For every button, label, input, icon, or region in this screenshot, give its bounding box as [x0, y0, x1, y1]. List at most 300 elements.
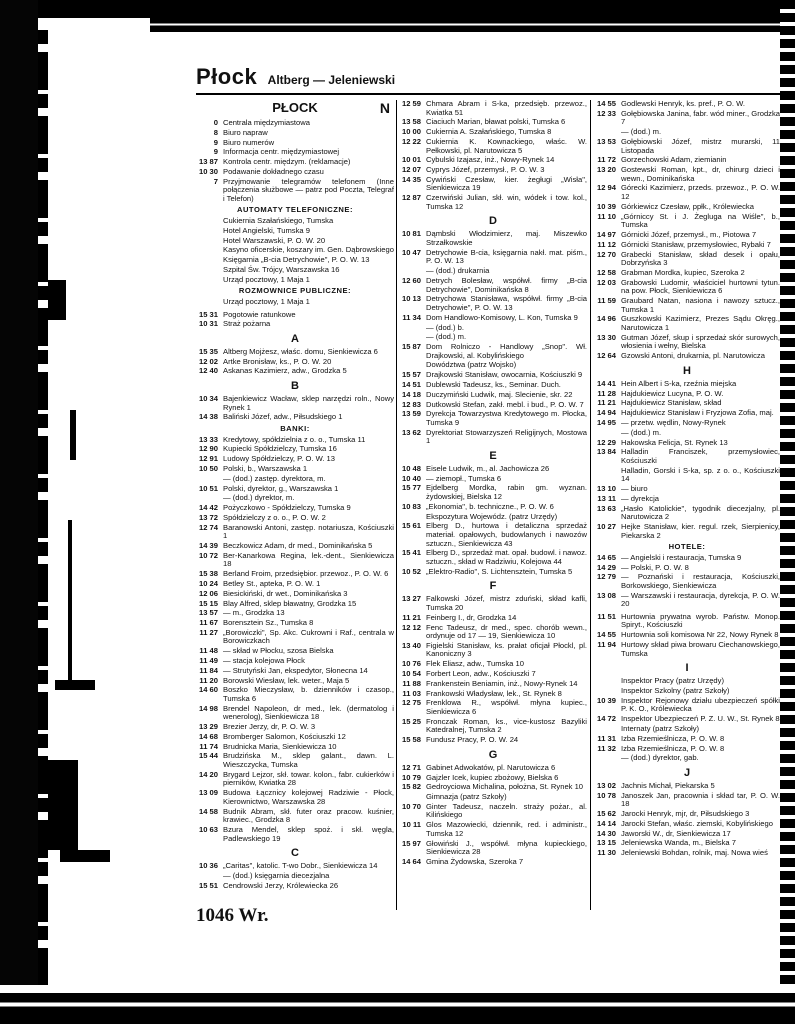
- entry-text: — (dod.) b.: [426, 322, 464, 332]
- entries-h-continued: [594, 613, 780, 658]
- phone-number: 15 58: [401, 735, 421, 745]
- directory-entry: [594, 110, 780, 127]
- directory-line: Hotel Angielski, Tumska 9: [223, 225, 310, 235]
- directory-entry: [196, 542, 394, 551]
- entry-text: Grabecki Stanisław, skład desek i opału, Dobrzyńska 3: [621, 249, 780, 268]
- phone-number: 11 28: [597, 388, 616, 398]
- directory-entry: [594, 573, 780, 590]
- phone-number: 14 96: [596, 314, 616, 324]
- entry-text: Bajenkiewicz Wacław, sklep narzędzi roln., Nowy Rynek 1: [223, 394, 394, 412]
- directory-entry: [399, 513, 587, 522]
- directory-entry: [196, 413, 394, 422]
- directory-entry: [594, 505, 780, 522]
- phone-number: 13 29: [198, 722, 218, 732]
- phone-number: 15 57: [401, 370, 421, 380]
- entry-text: Glos Mazowiecki, dziennik, red. i administr., Tumska 12: [426, 820, 587, 838]
- directory-entry: [399, 840, 587, 857]
- phone-number: 12 71: [401, 762, 421, 772]
- phone-number: 0: [213, 118, 218, 127]
- entry-text: Ekspozytura Wojewódz. (patrz Urzędy): [426, 511, 558, 521]
- entry-text: Hajdukiewicz Lucyna, P. O. W.: [621, 388, 724, 398]
- entries-j: [594, 782, 780, 858]
- entry-text: Cukiernia K. Kownackiego, właśc. W. Pełkowski, pl. Narutowicza 5: [426, 136, 587, 155]
- phone-number: 15 25: [401, 716, 421, 726]
- directory-entry: [594, 334, 780, 351]
- header-rule: [196, 93, 781, 95]
- phone-number: 12 60: [401, 275, 421, 285]
- directory-entry: [594, 849, 780, 858]
- directory-entry: [196, 148, 394, 157]
- directory-entry: [399, 624, 587, 641]
- phone-number: 10 81: [401, 229, 421, 239]
- entry-text: Gajzler Icek, kupiec zbożowy, Bielska 6: [426, 772, 559, 782]
- directory-entry: [594, 564, 780, 573]
- phone-number: 14 97: [596, 230, 616, 239]
- entry-text: Janoszek Jan, pracownia i skład tar, P. O. W. 18: [621, 790, 780, 809]
- entry-text: — (dod.) drukarnia: [426, 266, 490, 276]
- directory-entry: [196, 686, 394, 703]
- phone-number: 14 58: [198, 806, 218, 816]
- phone-number: 9: [213, 147, 218, 157]
- phone-number: 15 35: [198, 346, 218, 356]
- entries-a: [196, 348, 394, 376]
- entry-text: Berland Froim, przedsiębior. przewoz., P. O. W. 6: [223, 569, 389, 579]
- phone-number: 14 14: [596, 818, 616, 828]
- entry-text: Pogotowie ratunkowe: [223, 309, 296, 319]
- entry-text: Chmara Abram i S-ka, przedsięb. przewoz., Kwiatka 51: [426, 99, 587, 117]
- header-city: Płock: [196, 64, 258, 89]
- directory-entry: [196, 494, 394, 503]
- phone-number: 10 01: [401, 155, 421, 165]
- directory-entry: [399, 465, 587, 474]
- phone-number: 10 78: [596, 790, 616, 800]
- directory-entry: [594, 315, 780, 332]
- directory-entry: [399, 568, 587, 577]
- phone-number: 12 90: [198, 444, 218, 454]
- phone-number: 10 36: [198, 861, 218, 871]
- entry-text: Frankenstein Beniamin, inż., Nowy-Rynek 14: [426, 678, 578, 688]
- entry-text: Guszkowski Kazimierz, Prezes Sądu Okręg., Narutowicza 1: [621, 314, 780, 333]
- phone-number: 10 52: [401, 566, 421, 576]
- directory-entry: [594, 439, 780, 448]
- directory-entry: [399, 595, 587, 612]
- entry-text: Detrych Bolesław, współwł. firmy „B-cia Detrychowie", Dominikańska 8: [426, 275, 587, 294]
- entries-c: [196, 862, 394, 890]
- phone-number: 12 91: [198, 454, 218, 464]
- directory-entry: [594, 792, 780, 809]
- scan-edge-right: [780, 0, 795, 1024]
- phone-number: 15 41: [401, 548, 421, 558]
- entry-text: Centrala międzymiastowa: [223, 118, 310, 127]
- public-phone-list: [196, 298, 394, 307]
- entry-text: Informacja centr. międzymiastowej: [223, 147, 340, 157]
- phone-number: 15 15: [198, 598, 218, 608]
- section-letter: N: [379, 100, 390, 116]
- phone-number: 13 02: [596, 780, 616, 790]
- directory-entry: [399, 295, 587, 312]
- directory-entry: [196, 524, 394, 541]
- entry-text: — dyrekcja: [621, 493, 659, 503]
- phone-number: 13 72: [198, 512, 218, 522]
- directory-entry: [594, 390, 780, 399]
- directory-entry: [399, 718, 587, 735]
- directory-entry: [399, 166, 587, 175]
- service-list: [196, 119, 394, 203]
- phone-number: 13 58: [401, 117, 421, 127]
- directory-entry: [594, 100, 780, 109]
- phone-number: 11 31: [597, 733, 616, 743]
- entry-text: — (dod.) m.: [621, 127, 662, 137]
- directory-entry: [399, 343, 587, 360]
- directory-entry: [196, 743, 394, 752]
- phone-number: 11 30: [597, 848, 616, 858]
- phone-number: 14 30: [596, 828, 616, 838]
- entry-text: — (dod.) dyrektor, m.: [223, 493, 295, 503]
- directory-line: Księgarnia „B-cia Detrychowie", P. O. W. 13: [223, 255, 370, 265]
- entries-g-continued: [594, 100, 780, 361]
- entry-text: — ziemopł., Tumska 6: [426, 473, 502, 483]
- subsection-title: AUTOMATY TELEFONICZNE:: [236, 205, 354, 215]
- directory-entry: [594, 715, 780, 724]
- directory-entry: [399, 371, 587, 380]
- phone-number: [594, 687, 621, 696]
- directory-entry: [594, 409, 780, 418]
- phone-number: 14 20: [198, 769, 218, 779]
- directory-entry: [594, 735, 780, 744]
- entry-text: Jachnis Michał, Piekarska 5: [621, 780, 715, 790]
- directory-entry: [594, 839, 780, 848]
- entries-f: [399, 595, 587, 744]
- directory-entry: [196, 367, 394, 376]
- entry-text: Kredytowy, spółdzielnia z o. o., Tumska 11: [223, 434, 366, 444]
- phone-number: 15 51: [198, 880, 218, 890]
- phone-number: 15 38: [198, 569, 218, 579]
- entry-text: Cywiński Czesław, kier. żegługi „Wisła", Sienkiewicza 19: [426, 174, 587, 193]
- entry-text: „Caritas", katolic. T-wo Dobr., Sienkiewicza 14: [223, 861, 378, 871]
- entry-text: Fronczak Roman, ks., vice-kustosz Bazyliki Katedralnej, Tumska 2: [426, 716, 587, 735]
- entry-text: — skład w Płocku, szosa Bielska: [223, 646, 334, 656]
- entry-text: Górecki Kazimierz, przeds. przewoz., P. O. W. 12: [621, 183, 780, 202]
- entries-h: [594, 380, 780, 540]
- entry-text: Cendrowski Jerzy, Królewiecka 26: [223, 880, 339, 890]
- entry-text: Ber-Kanarkowa Regina, lek.-dent., Sienkiewicza 18: [223, 550, 394, 569]
- page-header: [196, 64, 395, 90]
- entry-text: Bzura Mendel, sklep spoż. i skł. węgla, Padlewskiego 19: [223, 824, 394, 843]
- directory-entry: [196, 667, 394, 676]
- phone-number: 10 13: [401, 294, 421, 304]
- phone-number: 10 27: [596, 521, 616, 531]
- entry-text: Polski, dyrektor, g., Warszawska 1: [223, 483, 339, 493]
- entry-text: Ginter Tadeusz, naczeln. straży pożar., al. Kilińskiego: [426, 801, 587, 820]
- entry-text: „Górniccy St. i J. Żegluga na Wiśle", b., Tumska: [621, 211, 780, 230]
- entry-text: Feinberg I., dr, Grodzka 14: [426, 612, 517, 622]
- phone-number: 10 63: [198, 824, 218, 834]
- entry-text: „Ekonomia", b. techniczne., P. O. W. 6: [426, 501, 554, 511]
- directory-entry: [594, 279, 780, 296]
- directory-entry: [399, 230, 587, 247]
- phone-number: 10 76: [401, 659, 421, 669]
- phone-number: [594, 725, 621, 734]
- entry-text: Dyrektoriat Stowarzyszeń Religijnych, Mostowa 1: [426, 427, 587, 446]
- entry-text: Brudzińska M., sklep galant., dawn. L. Wieszczycka, Tumska: [223, 751, 394, 770]
- subsection-title: HOTELE:: [668, 542, 706, 552]
- entry-text: Baliński Józef, adw., Piłsudskiego 1: [223, 412, 343, 422]
- scan-edge-left-inner: [38, 30, 48, 1020]
- directory-entry: [399, 793, 587, 802]
- directory-entry: [196, 882, 394, 891]
- entry-text: — Warszawski i restauracja, dyrekcja, P. O. W. 20: [621, 590, 780, 609]
- entry-text: Detrychowa Stanisława, współwł. firmy „B-cia Detrychowie", P. O. W. 13: [426, 294, 587, 312]
- emergency-list: [196, 311, 394, 329]
- entry-text: Eisele Ludwik, m., al. Jachowicza 26: [426, 463, 550, 473]
- phone-number: 12 03: [596, 277, 616, 287]
- phone-number: 12 94: [596, 183, 616, 193]
- directory-entry: [196, 514, 394, 523]
- entry-text: — m., Grodzka 13: [223, 608, 285, 618]
- directory-entry: [594, 380, 780, 389]
- scan-blot: [55, 680, 95, 690]
- directory-entry: [594, 782, 780, 791]
- directory-entry: [399, 522, 587, 548]
- phone-number: 15 82: [401, 782, 421, 792]
- entries-e: [399, 465, 587, 576]
- scan-edge-bottom: [0, 985, 795, 1024]
- entry-text: Beczkowicz Adam, dr med., Dominikańska 5: [223, 541, 373, 551]
- section-heading: A: [291, 332, 299, 345]
- phone-number: 11 74: [199, 741, 218, 751]
- directory-entry: [399, 267, 587, 276]
- phone-number: 13 57: [198, 608, 218, 618]
- directory-entry: [196, 465, 394, 474]
- phone-number: 15 62: [596, 809, 616, 819]
- directory-entry: [399, 690, 587, 699]
- phone-number: 10 11: [402, 820, 421, 830]
- phone-number: 12 07: [401, 165, 421, 175]
- phone-number: 10 50: [198, 463, 218, 473]
- directory-entry: [196, 826, 394, 843]
- phone-number: 14 35: [401, 174, 421, 184]
- directory-entry: [399, 410, 587, 427]
- entry-text: Podawanie dokładnego czasu: [223, 166, 324, 176]
- entry-text: Górkiewicz Czesław, ppłk., Królewiecka: [621, 201, 754, 211]
- entry-text: Cybulski Izajasz, inż., Nowy-Rynek 14: [426, 155, 555, 165]
- entries-b: [196, 395, 394, 422]
- entry-text: Frenklowa R., współwł. młyna kupiec., Sienkiewicza 6: [426, 698, 587, 716]
- page-number: 1046 Wr.: [196, 905, 269, 926]
- entry-text: — Polski, P. O. W. 8: [621, 562, 689, 572]
- entry-text: Spółdzielczy z o. o., P. O. W. 2: [223, 512, 326, 522]
- entry-text: Jarocki Stefan, właśc. ziemski, Kobylińskiego: [621, 818, 773, 828]
- directory-entry: [399, 475, 587, 484]
- subsection-title: ROZMOWNICE PUBLICZNE:: [238, 286, 352, 296]
- entry-text: Hein Albert i S-ka, rzeźnia miejska: [621, 378, 737, 388]
- directory-entry: [196, 570, 394, 579]
- entry-text: Inspektor Pracy (patrz Urzędy): [621, 676, 724, 686]
- entry-text: „Borowiczki", Sp. Akc. Cukrowni i Raf., centrala w Borowiczkach: [223, 627, 394, 646]
- directory-entry: [196, 485, 394, 494]
- phone-number: 12 75: [401, 698, 421, 708]
- entry-text: Betley St., apteka, P. O. W. 1: [223, 578, 321, 588]
- phone-number: 13 59: [401, 409, 421, 419]
- phone-number: 11 88: [402, 678, 421, 688]
- entry-text: Askanas Kazimierz, adw., Grodzka 5: [223, 366, 347, 376]
- directory-entry: [594, 251, 780, 268]
- phone-number: 14 98: [198, 703, 218, 713]
- entry-text: Godlewski Henryk, ks. pref., P. O. W.: [621, 99, 745, 108]
- entry-text: Gostewski Roman, kpt., dr, chirurg dzieci i wewn., Dominikańska: [621, 165, 780, 183]
- phone-number: [399, 267, 426, 276]
- scan-blot: [68, 520, 72, 680]
- entry-text: „Hasło Katolickie", tygodnik diecezjalny, pl. Narutowicza 2: [621, 503, 780, 522]
- phone-number: 10 48: [401, 463, 421, 473]
- directory-entry: [399, 803, 587, 820]
- entry-text: Inspektor Ubezpieczeń P. Z. U. W., St. Rynek 8: [621, 714, 780, 724]
- phone-number: 11 51: [597, 611, 616, 621]
- directory-entry: [399, 660, 587, 669]
- entry-text: Biuro numerów: [223, 137, 275, 147]
- directory-entry: [594, 641, 780, 658]
- directory-entry: [594, 203, 780, 212]
- phone-number: 14 55: [596, 630, 616, 640]
- directory-entry: [594, 631, 780, 640]
- directory-entry: [196, 600, 394, 609]
- entry-text: Borowski Wiesław, lek. weter., Maja 5: [223, 675, 350, 685]
- entry-text: — (dod.) m.: [426, 332, 467, 342]
- scan-edge-top: [0, 0, 795, 18]
- phone-number: 13 15: [596, 838, 616, 848]
- directory-entry: [399, 614, 587, 623]
- directory-entry: [594, 352, 780, 361]
- directory-entry: [196, 129, 394, 138]
- directory-entry: [196, 677, 394, 686]
- entry-text: Straż pożarna: [223, 319, 271, 329]
- directory-entry: [196, 119, 394, 128]
- directory-entry: [594, 467, 780, 484]
- phone-number: 14 29: [596, 562, 616, 572]
- directory-entry: [196, 590, 394, 599]
- directory-entry: [594, 554, 780, 563]
- entry-text: Blay Alfred, sklep bławatny, Grodzka 15: [223, 598, 357, 608]
- section-heading: B: [291, 380, 299, 393]
- column-title: [196, 100, 394, 116]
- entry-text: Gmina Żydowska, Szeroka 7: [426, 856, 524, 866]
- entry-text: Brendel Napoleon, dr med., lek. (dermatolog i wenerolog), Sienkiewicza 18: [223, 703, 394, 722]
- phone-number: 7: [213, 176, 218, 186]
- directory-entry: [594, 613, 780, 630]
- phone-number: 14 65: [596, 552, 616, 562]
- directory-entry: [399, 764, 587, 773]
- directory-entry: [399, 699, 587, 716]
- directory-entry: [594, 138, 780, 155]
- phone-number: 11 72: [597, 155, 616, 165]
- phone-number: 10 79: [401, 772, 421, 782]
- entry-text: Hejke Stanisław, kier. regul. rzek, Sierpienicy, Piekarska 2: [621, 521, 780, 540]
- entry-text: Górnicki Józef, przemysł., m., Piotowa 7: [621, 230, 757, 239]
- phone-number: 13 10: [596, 484, 616, 494]
- phone-number: 13 30: [596, 332, 616, 342]
- entry-text: Forbert Leon, adw., Kościuszki 7: [426, 669, 536, 679]
- directory-entry: [399, 401, 587, 410]
- phone-number: 12 02: [198, 356, 218, 366]
- directory-entry: [196, 629, 394, 646]
- entry-text: Inspektor Rejonowy działu ubezpieczeń spółki P. K. O., Królewiecka: [621, 695, 780, 714]
- directory-entry: [196, 657, 394, 666]
- entry-text: — (dod.) zastęp. dyrektora, m.: [223, 473, 326, 483]
- entry-text: — stacja kolejowa Płock: [223, 656, 305, 666]
- phone-number: 13 40: [401, 640, 421, 650]
- directory-entry: [196, 139, 394, 148]
- section-heading: C: [291, 847, 299, 860]
- directory-entry: [399, 176, 587, 193]
- directory-entry: [399, 391, 587, 400]
- directory-entry: [196, 348, 394, 357]
- phone-number: [399, 793, 426, 802]
- directory-entry: [399, 774, 587, 783]
- phone-number: 12 29: [596, 437, 616, 447]
- entry-text: Duczymiński Ludwik, maj. Slecienie, skr. 22: [426, 389, 573, 399]
- directory-entry: [594, 523, 780, 540]
- directory-entry: [594, 592, 780, 609]
- entry-text: — (dod.) m.: [621, 427, 662, 437]
- directory-entry: [196, 552, 394, 569]
- entry-text: — Poznański i restauracja, Kościuszki, Borkowskiego, Sienkiewicza: [621, 572, 780, 590]
- phone-number: 10 47: [401, 247, 421, 257]
- entry-text: Brudnicka Maria, Sienkiewicza 10: [223, 741, 337, 751]
- directory-entry: [594, 677, 780, 686]
- entry-text: Jarocki Henryk, mjr, dr, Piłsudskiego 3: [621, 809, 750, 819]
- column-divider: [590, 100, 591, 910]
- directory-entry: [196, 872, 394, 881]
- phone-number: 11 20: [199, 675, 218, 685]
- scan-blot: [70, 410, 76, 460]
- phone-number: 14 39: [198, 541, 218, 551]
- section-heading: D: [489, 215, 497, 228]
- entry-text: Frankowski Władysław, lek., St. Rynek 8: [426, 688, 562, 698]
- phone-number: [594, 128, 621, 137]
- phone-number: 14 42: [198, 503, 218, 513]
- directory-entry: [594, 485, 780, 494]
- entries-b-continued: [196, 524, 394, 844]
- phone-number: 10 30: [198, 166, 218, 176]
- entry-text: Gedroyciowa Michalina, położna, St. Rynek 10: [426, 782, 584, 792]
- entry-text: Przyjmowanie telegramów telefonem (Inne połączenia służbowe — patrz pod Poczta, Telegraf i Telefon): [223, 176, 394, 203]
- phone-number: 13 08: [596, 590, 616, 600]
- phone-number: 12 59: [401, 99, 421, 108]
- directory-entry: [594, 810, 780, 819]
- directory-entry: [594, 448, 780, 465]
- entry-text: Głowiński J., współwł. młyna kupieckiego, Sienkiewicza 28: [426, 838, 587, 857]
- phone-number: [196, 872, 223, 881]
- entry-text: Gorzechowski Adam, ziemianin: [621, 155, 727, 165]
- directory-entry: [594, 697, 780, 714]
- entry-text: Detrychowie B-cia, księgarnia nakł. mat. piśm., P. O. W. 13: [426, 247, 587, 266]
- directory-entry: [594, 269, 780, 278]
- phone-number: 13 27: [401, 594, 421, 604]
- entry-text: — biuro: [621, 484, 648, 494]
- phone-number: 14 38: [198, 412, 218, 422]
- phone-number: 11 94: [597, 640, 616, 650]
- phone-number: 12 87: [401, 193, 421, 203]
- entry-text: — Strutyński Jan, ekspedytor, Słonecna 14: [223, 665, 368, 675]
- directory-entry: [399, 314, 587, 323]
- directory-entry: [594, 156, 780, 165]
- directory-entry: [594, 213, 780, 230]
- phone-number: 14 51: [401, 380, 421, 389]
- entry-text: Ludowy Spółdzielczy, P. O. W. 13: [223, 454, 335, 464]
- directory-entry: [594, 725, 780, 734]
- directory-entry: [594, 399, 780, 408]
- entry-text: Elberg D., sprzedaż mat. opał. budowl. i nawoz. sztuczn., skład w Radziwiu, Kolejowa 44: [426, 548, 587, 566]
